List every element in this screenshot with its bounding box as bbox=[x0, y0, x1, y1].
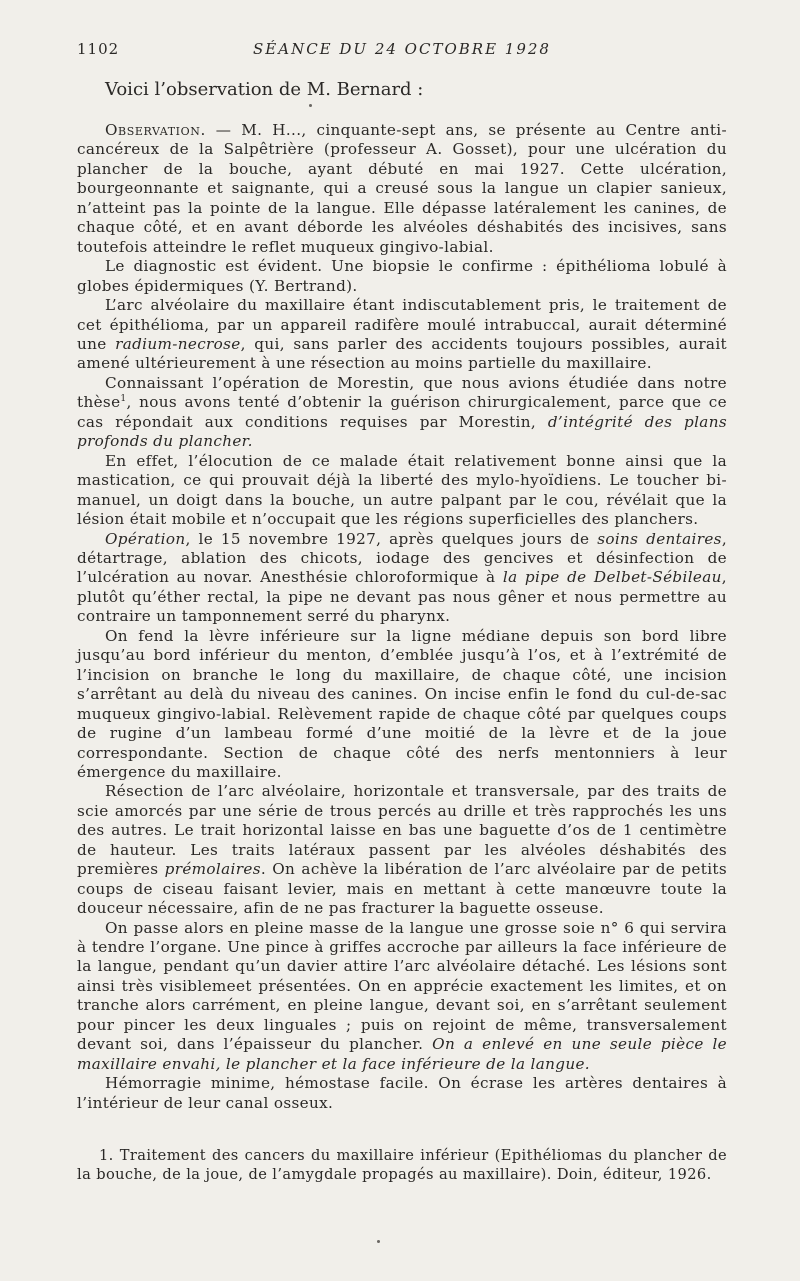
paragraph-treatment bbox=[77, 296, 727, 374]
paragraph-tongue bbox=[77, 919, 727, 1075]
paragraph-operation bbox=[77, 530, 727, 627]
footnote: 1. Traitement des cancers du maxillaire inférieur (Epithéliomas du plancher de la bouche, de la joue, de l’amygdale propagés au maxillaire). Doin, éditeur, 1926. bbox=[77, 1147, 727, 1183]
paragraph-text: Le diagnostic est évident. Une biopsie le confirme : épithélioma lobulé à globes épidermiques (Y. Bertrand). bbox=[77, 257, 727, 295]
footnote-reference: 1 bbox=[120, 394, 127, 405]
article-body bbox=[77, 121, 727, 1113]
running-head: SÉANCE DU 24 OCTOBRE 1928 bbox=[253, 40, 551, 58]
emphasis-text: prémolaires bbox=[164, 860, 261, 879]
paragraph-incision bbox=[77, 627, 727, 783]
paragraph-text: , qui, sans parler des accidents toujours possibles, aurait amené ultérieurement à une résection au moins partielle du maxillaire. bbox=[77, 334, 728, 373]
observation-label: Observation. bbox=[105, 121, 206, 139]
paragraph-text: Résection de l’arc alvéolaire, horizontale et transversale, par des traits de scie amorcés par une série de trous percés au drille et très rapprochés les uns des autres. Le trait horizontal laisse en bas une baguette d’os de 1 centimètre de hauteur. Les traits latéraux passent par les alvéoles déshabités des premières bbox=[77, 782, 727, 879]
paragraph-text: — M. H..., cinquante-sept ans, se présente au Centre anti-cancéreux de la Salpêtrière (professeur A. Gosset), pour une ulcération du plancher de la bouche, ayant débuté en mai 1927. Cette ulcération, bourgeonnante et saignante, qui a creusé sous la langue un clapier sanieux, n’atteint pas la pointe de la langue. Elle dépasse latéralement les canines, de chaque côté, et en avant déborde les alvéoles déshabités des incisives, sans toutefois atteindre le reflet muqueux gingivo-labial. bbox=[77, 121, 727, 256]
emphasis-text: Opération bbox=[105, 529, 186, 548]
paragraph-text: , détartrage, ablation des chicots, iodage des gencives et désinfection de l’ulcération au novar. Anesthésie chloroformique à bbox=[77, 529, 728, 587]
emphasis-text: soins dentaires bbox=[597, 529, 722, 548]
paragraph-text: On fend la lèvre inférieure sur la ligne médiane depuis son bord libre jusqu’au bord inférieur du menton, d’emblée jusqu’à l’os, et à l’extrémité de l’incision on branche le long du maxillaire, de chaque côté, une incision s’arrêtant au delà du niveau des canines. On incise enfin le fond du cul-de-sac muqueux gingivo-labial. Relèvement rapide de chaque côté par quelques coups de rugine d’un lambeau formé d’une moitié de la lèvre et de la joue correspondante. Section de chaque côté des nerfs mentonniers à leur émergence du maxillaire. bbox=[77, 626, 727, 781]
paragraph-text: On passe alors en pleine masse de la langue une grosse soie n° 6 qui servira à tendre l’organe. Une pince à griffes accroche par ailleurs la face inférieure de la langue, pendant qu’un davier attire l’arc alvéolaire détaché. Les lésions sont ainsi très visiblemeet présentées. On en apprécie exactement les limites, et on tranche alors carrément, en pleine langue, devant soi, en s’arrêtant seulement pour pincer les deux linguales ; puis on rejoint de même, transversalement devant soi, dans l’épaisseur du plancher. bbox=[77, 918, 727, 1054]
intro-line: Voici l’observation de M. Bernard : bbox=[105, 79, 424, 100]
paragraph-text: , nous avons tenté d’obtenir la guérison chirurgicalement, parce que ce cas répondait aux conditions requises par Morestin, bbox=[77, 393, 727, 431]
paragraph-resection bbox=[77, 782, 727, 918]
paragraph-text: . On achève la libération de l’arc alvéolaire par de petits coups de ciseau faisant levier, mais en mettant à cette manœuvre toute la douceur nécessaire, afin de ne pas fracturer la baguette osseuse. bbox=[77, 860, 728, 918]
paragraph-elocution bbox=[77, 452, 727, 530]
paragraph-text: , le 15 novembre 1927, après quelques jours de bbox=[185, 529, 598, 548]
emphasis-text: d’intégrité des plans profonds du plancher. bbox=[77, 412, 727, 451]
print-speck bbox=[309, 104, 312, 107]
emphasis-text: On a enlevé en une seule pièce le maxillaire envahi, le plancher et la face inférieure de la langue. bbox=[77, 1035, 728, 1073]
emphasis-text: la pipe de Delbet-Sébileau bbox=[502, 568, 722, 587]
paragraph-text: Connaissant l’opération de Morestin, que nous avions étudiée dans notre thèse bbox=[77, 373, 727, 412]
paragraph-morestin bbox=[77, 374, 727, 452]
paragraph-text: Hémorragie minime, hémostase facile. On écrase les artères dentaires à l’intérieur de leur canal osseux. bbox=[77, 1074, 727, 1112]
paragraph-text: L’arc alvéolaire du maxillaire étant indiscutablement pris, le traitement de cet épithélioma, par un appareil radifère moulé intrabuccal, aurait déterminé une bbox=[77, 296, 727, 353]
paragraph-observation bbox=[77, 121, 727, 257]
paragraph-diagnosis bbox=[77, 257, 727, 296]
paragraph-hemorrhage bbox=[77, 1074, 727, 1113]
emphasis-text: radium-necrose bbox=[115, 334, 241, 353]
page-number: 1102 bbox=[77, 40, 120, 58]
paragraph-text: , plutôt qu’éther rectal, la pipe ne devant pas nous gêner et nous permettre au contraire un tamponnement serré du pharynx. bbox=[77, 568, 727, 626]
print-speck bbox=[377, 1240, 380, 1243]
paragraph-text: En effet, l’élocution de ce malade était relativement bonne ainsi que la mastication, ce qui prouvait déjà la liberté des mylo-hyoïdiens. Le toucher bi-manuel, un doigt dans la bouche, un autre palpant par le cou, révélait que la lésion était mobile et n’occupait que les régions superficielles des planchers. bbox=[77, 451, 727, 529]
